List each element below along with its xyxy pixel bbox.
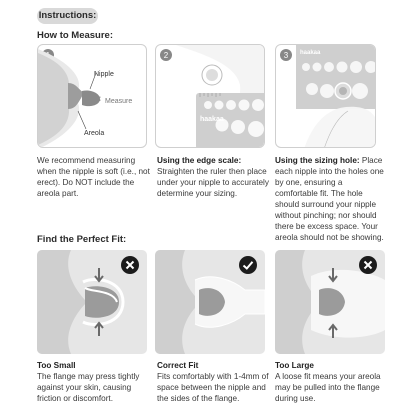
step-1-caption: We recommend measuring when the nipple is soft (i.e., not erect). Do NOT include the areola part. [37,156,150,198]
x-icon [359,256,377,274]
edge-scale-ruler-illustration [156,45,265,148]
instructions-pill: Instructions: [37,8,98,24]
too-small-caption: Too Small The flange may press tightly against your skin, causing friction or discomfort. [37,361,140,403]
step-2-caption: Using the edge scale: Straighten the ruler then place under your nipple to accurately determine your sizing. [157,156,269,198]
step-3-panel [275,44,376,148]
correct-fit-panel [155,250,265,354]
step-1-panel [37,44,147,148]
sizing-hole-ruler-illustration [276,45,376,148]
areola-label: Areola [84,130,105,137]
breast-diagram [38,45,147,148]
nipple-label: Nipple [94,71,114,78]
fit-section-title: Find the Perfect Fit: [37,234,127,245]
x-icon [121,256,139,274]
step-2-number: 2 [163,51,169,60]
step-3-caption: Using the sizing hole: Place each nipple into the holes one by one, ensuring a comfortable fit. The hole should surround your nipple without pinching; nor should there be excess space. Your areola should not be showing. [275,156,384,242]
too-large-caption: Too Large A loose fit means your areola may be pulled into the flange during use. [275,361,381,403]
step-2-panel [155,44,265,148]
measure-section-title: How to Measure: [37,30,114,41]
too-small-panel [37,250,147,354]
too-large-panel [275,250,385,354]
correct-fit-caption: Correct Fit Fits comfortably with 1-4mm of space between the nipple and the sides of the flange. [157,361,269,403]
ruler-brand-text: haakaa [200,116,224,123]
measure-label: Measure [105,98,133,105]
ruler-brand-text: haakaa [300,50,321,56]
check-icon [239,256,257,274]
step-3-number: 3 [283,51,289,60]
